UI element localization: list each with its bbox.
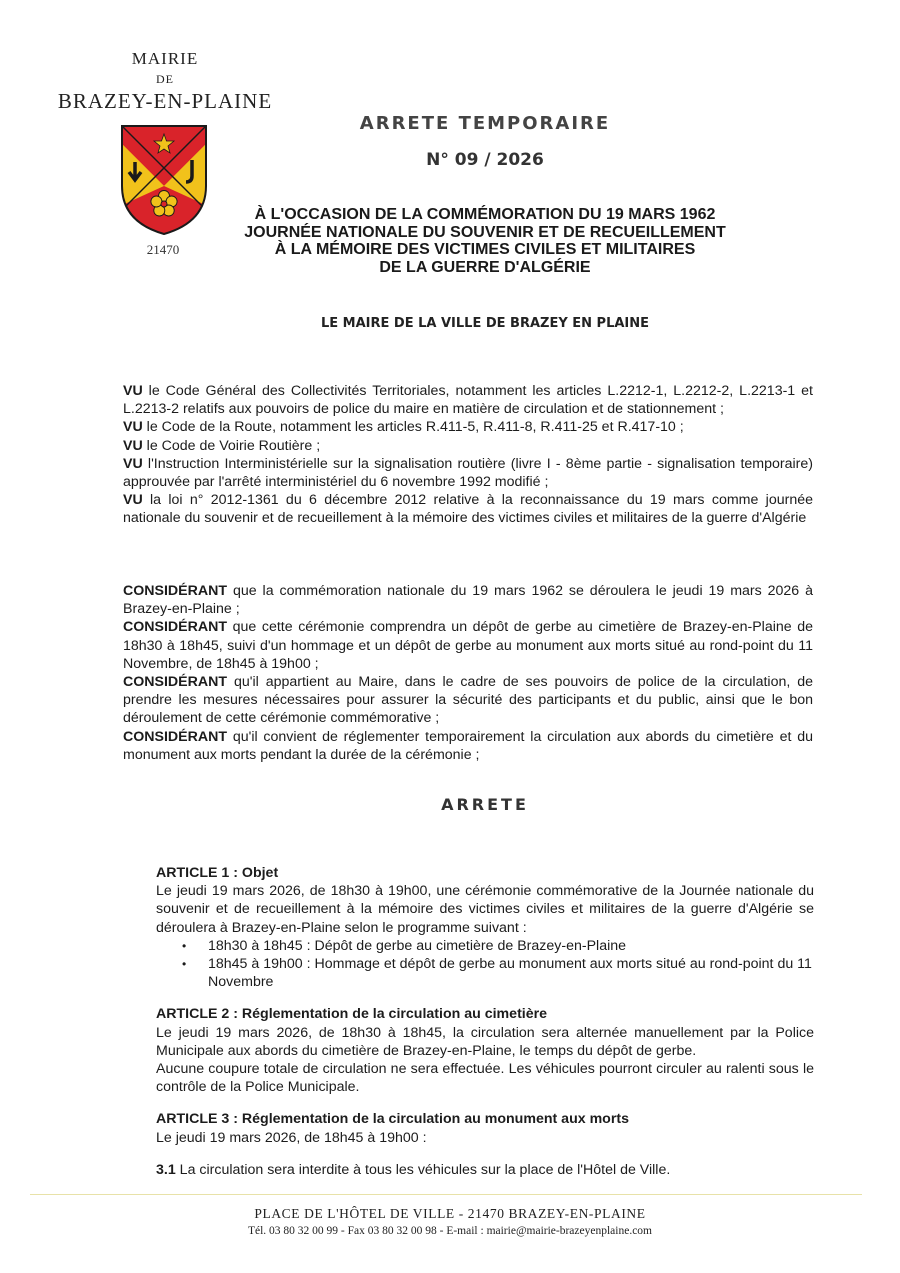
subclause-number: 3.1	[156, 1161, 176, 1178]
vu-text: la loi n° 2012-1361 du 6 décembre 2012 relative à la reconnaissance du 19 mars comme journée nationale du souvenir et de recueillement à la mémoire des victimes civiles et militaires de la guerre d'Algérie	[123, 492, 813, 527]
article-3	[156, 1110, 814, 1179]
article-1-title: ARTICLE 1 : Objet	[156, 865, 279, 881]
articles-section	[156, 864, 814, 1179]
list-item	[182, 955, 814, 991]
article-3-subclause	[156, 1161, 814, 1179]
footer-contact: Tél. 03 80 32 00 99 - Fax 03 80 32 00 98 - E-mail : mairie@mairie-brazeyenplaine.com	[247, 1225, 653, 1237]
vu-section	[123, 382, 813, 528]
article-3-paragraph: Le jeudi 19 mars 2026, de 18h45 à 19h00 :	[156, 1129, 427, 1146]
considerant-keyword: CONSIDÉRANT	[123, 619, 228, 636]
vu-keyword: VU	[123, 419, 143, 436]
occasion-heading	[200, 206, 770, 276]
mairie-letterhead	[40, 48, 290, 114]
list-item-text: 18h45 à 19h00 : Hommage et dépôt de gerbe au monument aux morts situé au rond-point du 11 Novembre	[208, 956, 812, 991]
vu-paragraph	[123, 437, 813, 455]
footer-address: PLACE DE L'HÔTEL DE VILLE - 21470 BRAZEY-EN-PLAINE	[254, 1206, 646, 1221]
bullet-icon: •	[182, 957, 187, 972]
vu-text: l'Instruction Interministérielle sur la signalisation routière (livre I - 8ème partie - signalisation temporaire) approuvée par l'arrêté interministériel du 6 novembre 1992 modifié ;	[123, 455, 813, 491]
considerant-text: qu'il appartient au Maire, dans le cadre de ses pouvoirs de police de la circulation, de prendre les mesures nécessaires pour assurer la sécurité des participants et du public, ainsi que le bon déroulement de cette cérémonie commémorative ;	[123, 674, 813, 727]
occasion-line: À LA MÉMOIRE DES VICTIMES CIVILES ET MILITAIRES	[274, 241, 696, 258]
vu-paragraph	[123, 418, 813, 436]
vu-paragraph	[123, 491, 813, 527]
list-item	[182, 937, 814, 955]
mairie-line-3: BRAZEY-EN-PLAINE	[57, 89, 273, 113]
mairie-line-2: DE	[156, 72, 174, 86]
article-2-paragraph: Le jeudi 19 mars 2026, de 18h30 à 18h45, la circulation sera alternée manuellement par la Police Municipale aux abords du cimetière de Brazey-en-Plaine, le temps du dépôt de gerbe.	[156, 1024, 814, 1059]
article-1	[156, 864, 814, 991]
mairie-line-1: MAIRIE	[131, 49, 199, 68]
article-1-program-list	[156, 937, 814, 992]
footer	[150, 1205, 750, 1239]
arrete-heading: ARRETE	[441, 795, 529, 814]
maire-heading: LE MAIRE DE LA VILLE DE BRAZEY EN PLAINE	[320, 316, 650, 331]
considerant-section	[123, 582, 813, 764]
article-3-title: ARTICLE 3 : Réglementation de la circulation au monument aux morts	[156, 1111, 629, 1128]
vu-keyword: VU	[123, 437, 143, 454]
article-1-intro: Le jeudi 19 mars 2026, de 18h30 à 19h00, une cérémonie commémorative de la Journée nationale du souvenir et de recueillement à la mémoire des victimes civiles et militaires de la guerre d'Algérie se déroulera à Brazey-en-Plaine selon le programme suivant :	[156, 883, 814, 936]
considerant-paragraph	[123, 673, 813, 728]
considerant-keyword: CONSIDÉRANT	[123, 583, 228, 599]
considerant-paragraph	[123, 618, 813, 673]
vu-text: le Code de Voirie Routière ;	[142, 437, 321, 454]
occasion-line: À L'OCCASION DE LA COMMÉMORATION DU 19 MARS 1962	[254, 206, 716, 223]
considerant-text: que cette cérémonie comprendra un dépôt de gerbe au cimetière de Brazey-en-Plaine de 18h30 à 18h45, suivi d'un hommage et un dépôt de gerbe au monument aux morts situé au rond-point du 11 Novembre, de 18h45 à 19h00 ;	[123, 619, 813, 672]
article-2	[156, 1005, 814, 1096]
article-2-paragraph: Aucune coupure totale de circulation ne sera effectuée. Les véhicules pourront circuler au ralenti sous le contrôle de la Police Municipale.	[156, 1061, 814, 1096]
vu-text: le Code Général des Collectivités Territoriales, notamment les articles L.2212-1, L.2212-2, L.2213-1 et L.2213-2 relatifs aux pouvoirs de police du maire en matière de circulation et de stationnement ;	[123, 383, 813, 418]
occasion-line: DE LA GUERRE D'ALGÉRIE	[379, 258, 591, 276]
article-2-title: ARTICLE 2 : Réglementation de la circulation au cimetière	[156, 1006, 548, 1023]
vu-paragraph	[123, 382, 813, 418]
vu-keyword: VU	[123, 455, 143, 472]
vu-text: le Code de la Route, notamment les articles R.411-5, R.411-8, R.411-25 et R.417-10 ;	[142, 419, 684, 436]
postcode: 21470	[146, 242, 180, 257]
document-number: N° 09 / 2026	[426, 150, 544, 170]
considerant-text: que la commémoration nationale du 19 mars 1962 se déroulera le jeudi 19 mars 2026 à Brazey-en-Plaine ;	[123, 583, 813, 618]
considerant-paragraph	[123, 728, 813, 764]
considerant-paragraph	[123, 582, 813, 618]
considerant-text: qu'il convient de réglementer temporairement la circulation aux abords du cimetière et du monument aux morts pendant la durée de la cérémonie ;	[123, 728, 813, 763]
footer-divider	[30, 1194, 862, 1195]
vu-paragraph	[123, 455, 813, 491]
considerant-keyword: CONSIDÉRANT	[123, 674, 228, 691]
vu-keyword: VU	[123, 492, 143, 509]
subclause-text: La circulation sera interdite à tous les véhicules sur la place de l'Hôtel de Ville.	[175, 1161, 671, 1178]
bullet-icon: •	[182, 938, 187, 953]
occasion-line: JOURNÉE NATIONALE DU SOUVENIR ET DE RECUEILLEMENT	[244, 223, 726, 241]
considerant-keyword: CONSIDÉRANT	[123, 728, 228, 745]
document-title: ARRETE TEMPORAIRE	[359, 113, 611, 134]
vu-keyword: VU	[123, 383, 143, 399]
list-item-text: 18h30 à 18h45 : Dépôt de gerbe au cimetière de Brazey-en-Plaine	[208, 937, 627, 954]
coat-of-arms-icon	[120, 124, 208, 236]
